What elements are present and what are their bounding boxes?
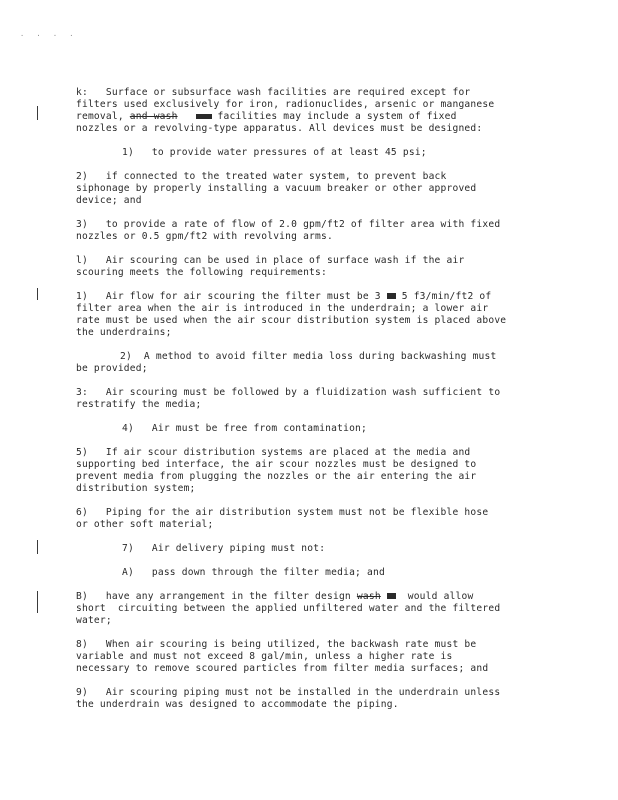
air-item-5-line-3: prevent media from plugging the nozzles or the air entering the air — [76, 471, 477, 482]
redaction-mark — [196, 114, 212, 119]
scan-artifact: · · · · — [20, 32, 78, 40]
air-item-9-line-1: 9) Air scouring piping must not be installed in the underdrain unless — [76, 687, 501, 698]
item-2-line-1: 2) if connected to the treated water system, to prevent back — [76, 171, 447, 182]
air-item-3-line-2: restratify the media; — [76, 399, 202, 410]
redaction-mark — [387, 293, 396, 299]
air-item-1-line-3: rate must be used when the air scour distribution system is placed above — [76, 315, 507, 326]
air-item-1-line-1 — [76, 291, 546, 303]
sub-item-b-line-1 — [76, 591, 546, 603]
para-l-line-1: l) Air scouring can be used in place of surface wash if the air — [76, 255, 465, 266]
revision-bar — [37, 591, 38, 613]
item-3-line-2: nozzles or 0.5 gpm/ft2 with revolving arms. — [76, 231, 333, 242]
para-k-line-4: nozzles or a revolving-type apparatus. All devices must be designed: — [76, 123, 483, 134]
sub-item-a: A) pass down through the filter media; and — [122, 567, 385, 578]
air-item-3-line-1: 3: Air scouring must be followed by a fluidization wash sufficient to — [76, 387, 501, 398]
para-k-text: removal, — [76, 111, 124, 122]
air-item-2-line-2: be provided; — [76, 363, 148, 374]
air-item-2-line-1: 2) A method to avoid filter media loss during backwashing must — [120, 351, 497, 362]
struck-text: and wash — [129, 111, 178, 122]
sub-item-b-text: would allow — [407, 591, 474, 602]
air-item-1-line-2: filter area when the air is introduced in the underdrain; a lower air — [76, 303, 489, 314]
item-2-line-3: device; and — [76, 195, 142, 206]
air-item-4: 4) Air must be free from contamination; — [122, 423, 368, 434]
air-item-8-line-3: necessary to remove scoured particles from filter media surfaces; and — [76, 663, 489, 674]
sub-item-b-line-2: short circuiting between the applied unfiltered water and the filtered — [76, 603, 501, 614]
redaction-mark — [387, 593, 396, 599]
air-item-8-line-1: 8) When air scouring is being utilized, the backwash rate must be — [76, 639, 477, 650]
revision-bar — [37, 106, 38, 120]
air-item-5-line-2: supporting bed interface, the air scour nozzles must be designed to — [76, 459, 477, 470]
sub-item-b-text: B) have any arrangement in the filter design — [76, 591, 351, 602]
para-l-line-2: scouring meets the following requirements: — [76, 267, 327, 278]
para-k-line-3 — [76, 111, 546, 123]
revision-bar — [37, 540, 38, 554]
para-k-line-2: filters used exclusively for iron, radionuclides, arsenic or manganese — [76, 99, 495, 110]
item-3-line-1: 3) to provide a rate of flow of 2.0 gpm/ft2 of filter area with fixed — [76, 219, 501, 230]
air-item-5-line-1: 5) If air scour distribution systems are placed at the media and — [76, 447, 471, 458]
air-item-6-line-1: 6) Piping for the air distribution system must not be flexible hose — [76, 507, 489, 518]
air-item-6-line-2: or other soft material; — [76, 519, 214, 530]
item-1: 1) to provide water pressures of at least 45 psi; — [122, 147, 427, 158]
struck-text: wash — [356, 591, 381, 602]
air-item-7: 7) Air delivery piping must not: — [122, 543, 326, 554]
air-item-1-text: 5 f3/min/ft2 of — [401, 291, 492, 302]
air-item-1-text: 1) Air flow for air scouring the filter must be 3 — [76, 291, 381, 302]
item-2-line-2: siphonage by properly installing a vacuum breaker or other approved — [76, 183, 477, 194]
air-item-8-line-2: variable and must not exceed 8 gal/min, unless a higher rate is — [76, 651, 453, 662]
revision-bar — [37, 288, 38, 300]
air-item-5-line-4: distribution system; — [76, 483, 196, 494]
sub-item-b-line-3: water; — [76, 615, 112, 626]
air-item-1-line-4: the underdrains; — [76, 327, 172, 338]
para-k-line-1: k: Surface or subsurface wash facilities are required except for — [76, 87, 471, 98]
para-k-text: facilities may include a system of fixed — [217, 111, 457, 122]
air-item-9-line-2: the underdrain was designed to accommodate the piping. — [76, 699, 399, 710]
